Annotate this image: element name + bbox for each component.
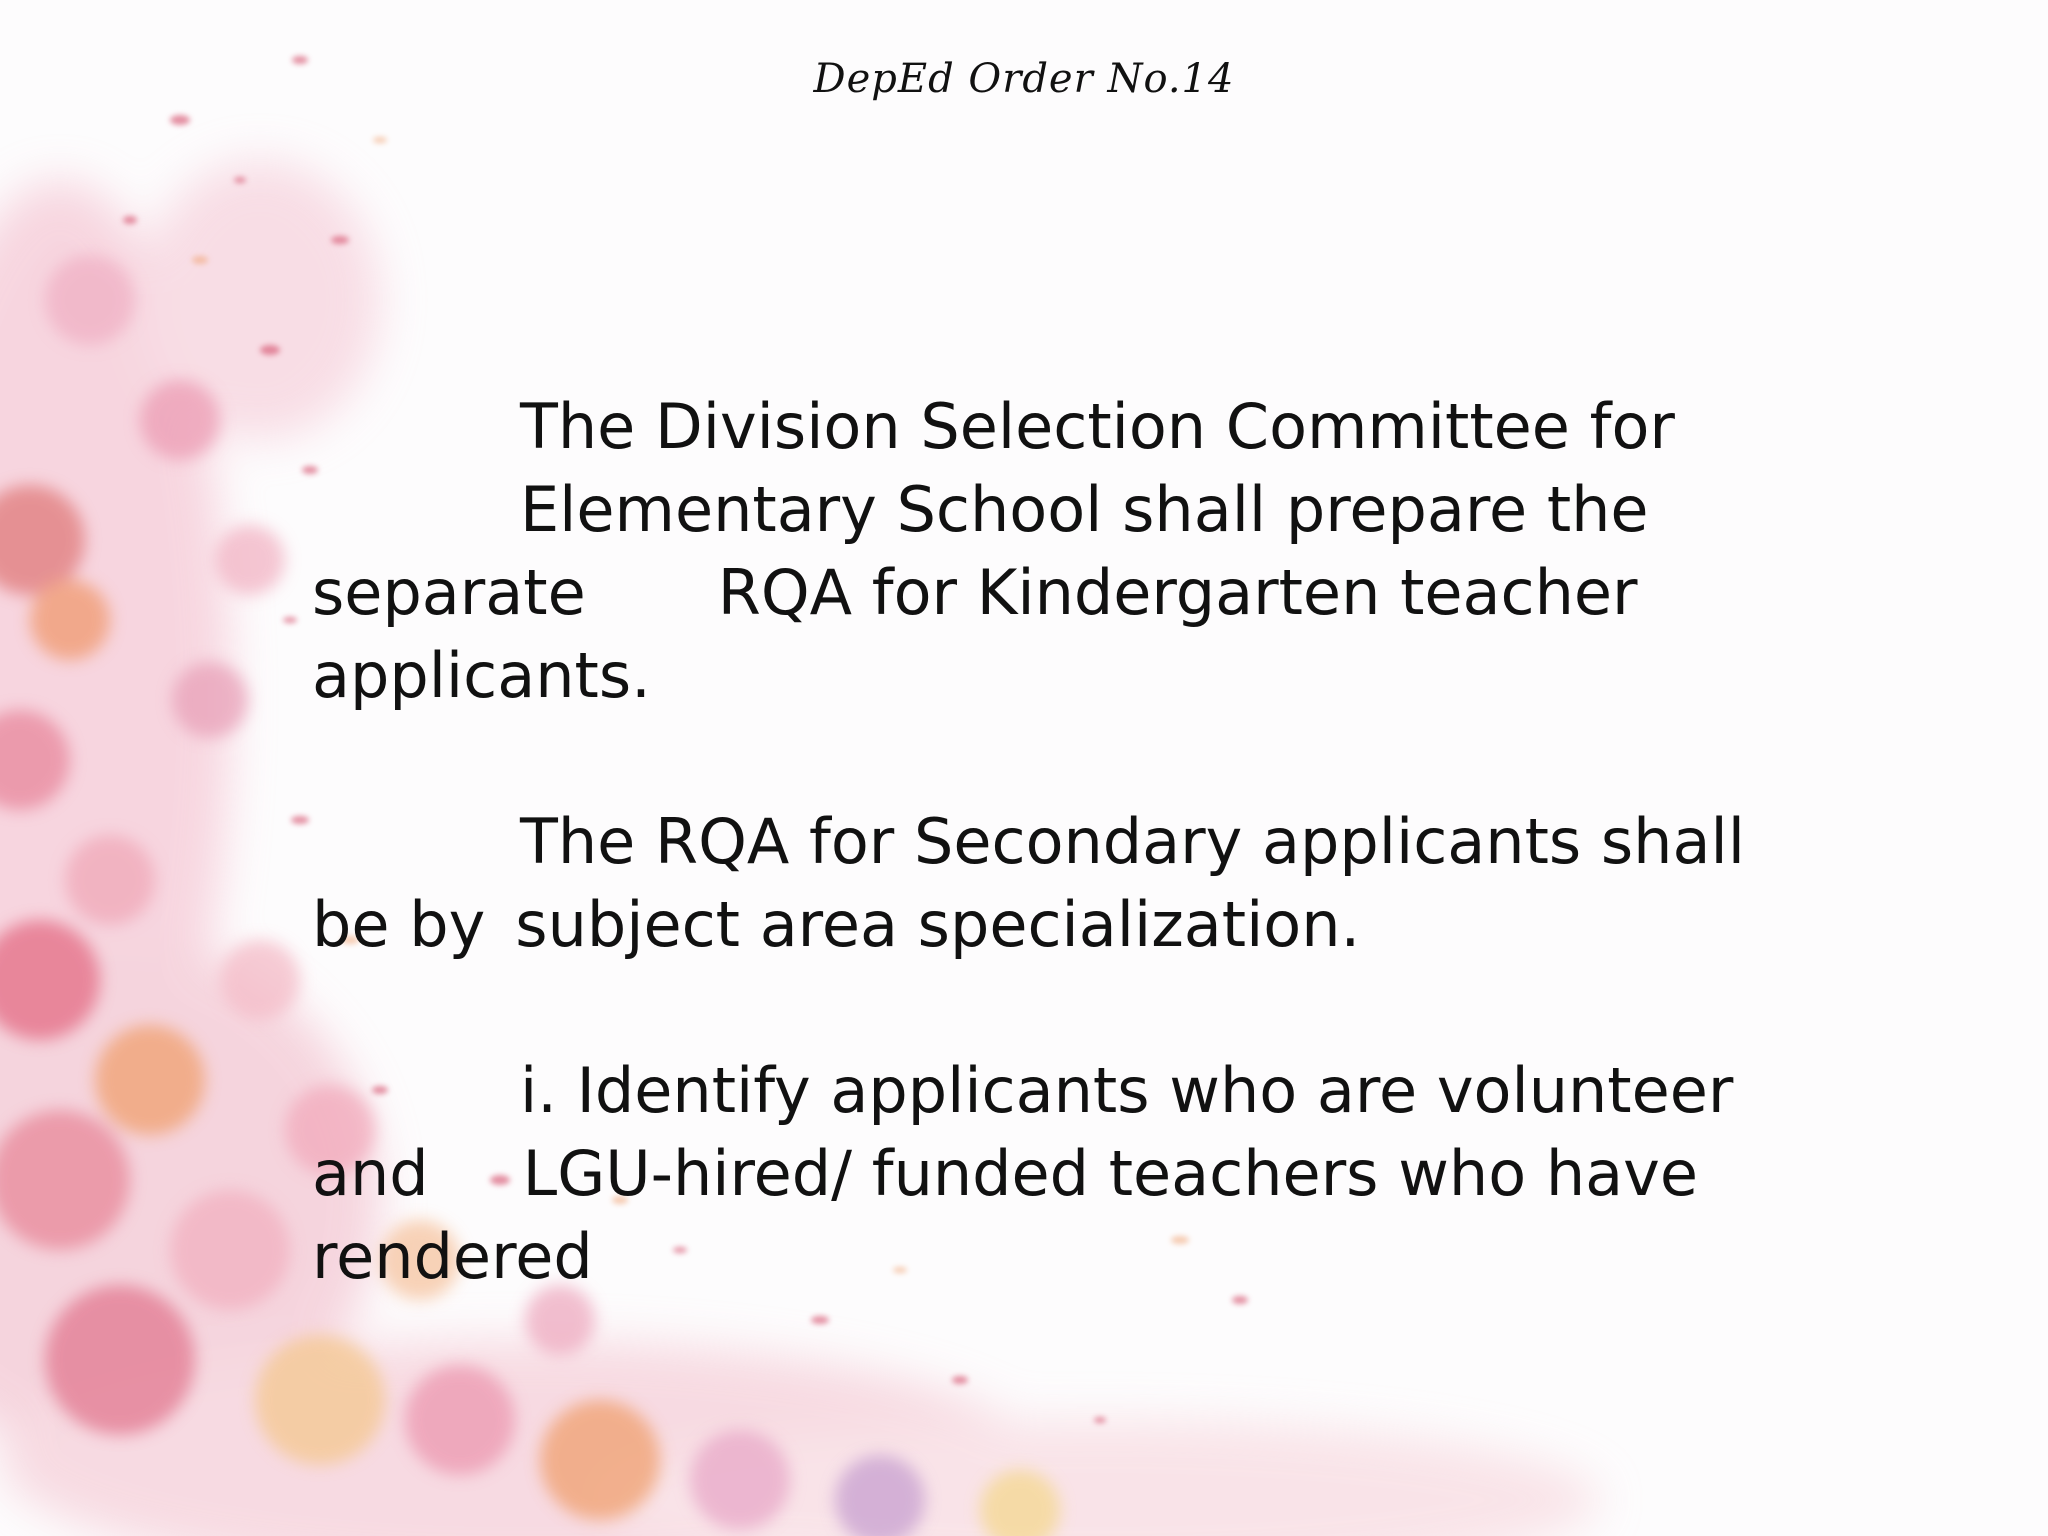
paragraph-1-line-2: Elementary School shall prepare the: [520, 473, 1649, 546]
paragraph-2-line-2: be by subject area specialization.: [312, 888, 1361, 961]
paragraph-1-line-1: The Division Selection Committee for: [520, 390, 1675, 463]
slide-body: [312, 385, 1872, 1298]
paragraph-2-line-1: The RQA for Secondary applicants shall: [520, 805, 1745, 878]
page-title: DepEd Order No.14: [813, 56, 1235, 102]
paragraph-1-line-4: applicants.: [312, 639, 651, 712]
paragraph-1-line-3: separate RQA for Kindergarten teacher: [312, 556, 1638, 629]
paragraph-3-line-2: and LGU-hired/ funded teachers who have: [312, 1137, 1698, 1210]
paragraph-3-line-1: i. Identify applicants who are volunteer: [520, 1054, 1734, 1127]
paragraph-3-line-3: rendered: [312, 1220, 593, 1293]
